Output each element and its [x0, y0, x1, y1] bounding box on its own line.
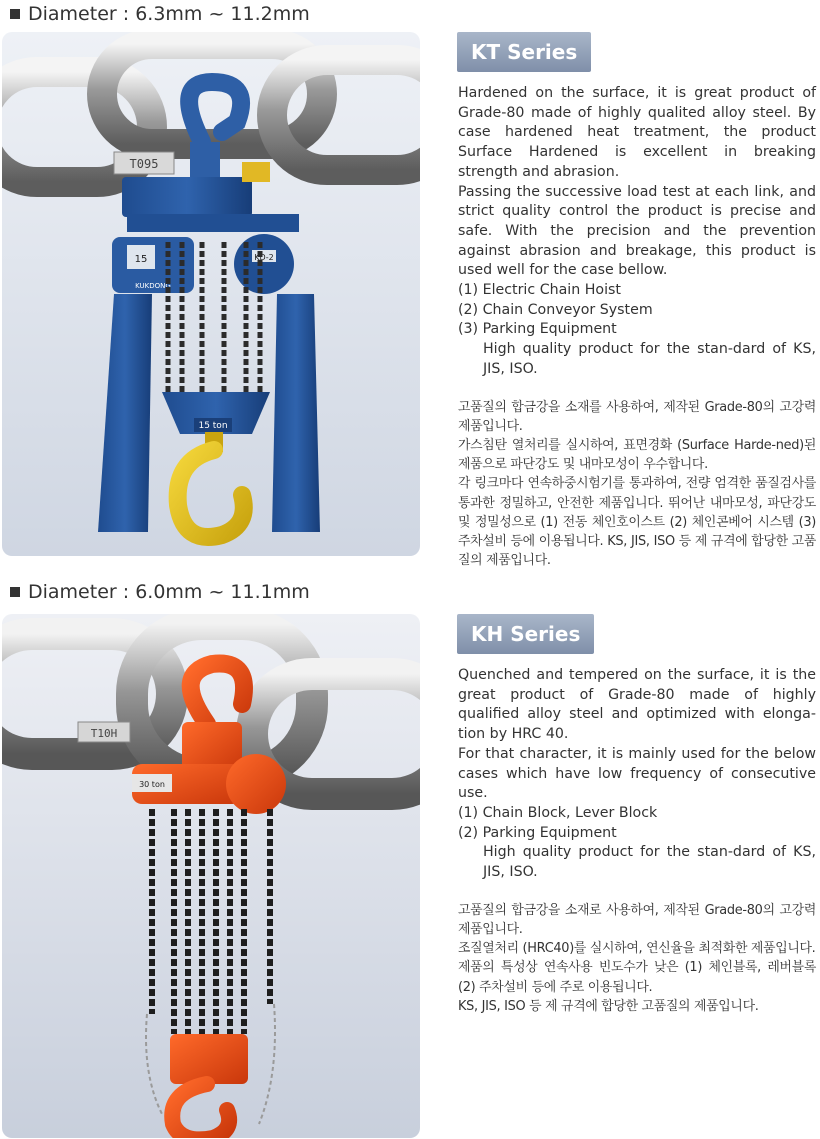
kh-ko-paragraph: 조질열처리 (HRC40)를 실시하여, 연신율을 최적화한 제품입니다. — [458, 941, 816, 957]
kt-use-item: (3) Parking Equipment — [458, 321, 617, 338]
kt-diameter-label: Diameter — [28, 3, 117, 25]
kh-chain-tag: T10H — [90, 727, 118, 740]
kh-en-paragraph: Quenched and tempered on the surface, it is the great product of Grade-80 made of highly qualified alloy steel and optimized with elonga-tion by HRC 40. — [458, 667, 816, 743]
kt-ko-paragraph: 가스침탄 열처리를 실시하여, 표면경화 (Surface Harde-ned)된 제품으로 파단강도 및 내마모성이 우수합니다. — [458, 437, 816, 473]
kt-standard-note: High quality product for the stan-dard of KS, JIS, ISO. — [483, 341, 816, 377]
kh-standard-note: High quality product for the stan-dard of KS, JIS, ISO. — [483, 844, 816, 881]
kh-ko-paragraph: 제품의 특성상 연속사용 빈도수가 낮은 (1) 체인블록, 레버블록 (2) 주차설비 등에 주로 이용됩니다. — [458, 960, 816, 995]
kt-motor-label: 15 — [134, 254, 148, 265]
kh-block-label: 30 ton — [139, 780, 165, 789]
kh-use-item: (2) Parking Equipment — [458, 824, 617, 841]
bullet-square-icon — [10, 9, 20, 19]
kh-product-photo — [2, 614, 420, 1138]
kt-brand-label: KUKDONG — [135, 282, 171, 290]
kt-series-badge: KT Series — [457, 32, 591, 72]
kt-diameter-heading — [10, 0, 310, 28]
kt-ko-paragraph: 고품질의 합금강을 소재를 사용하여, 제작된 Grade-80의 고강력제품입니다. — [458, 399, 816, 434]
kh-ko-paragraph: KS, JIS, ISO 등 제 규격에 합당한 고품질의 제품입니다. — [458, 998, 759, 1014]
kt-description — [458, 84, 816, 570]
kt-diameter-colon: : — [116, 3, 136, 25]
bullet-square-icon — [10, 587, 20, 597]
kt-chain-tag: T095 — [129, 157, 159, 171]
kh-ko-paragraph: 고품질의 합금강을 소재로 사용하여, 제작된 Grade-80의 고강력 제품입니다. — [458, 902, 816, 937]
kh-series-badge: KH Series — [457, 614, 594, 654]
kh-en-paragraph: For that character, it is mainly used for the below cases which have low frequency of consecutive use. — [458, 745, 816, 802]
kt-motor2-label: KD-2 — [254, 253, 274, 262]
kt-en-paragraph: Hardened on the surface, it is great product of Grade-80 made of highly qualited alloy steel. By case hardened heat treatment, the product Surface Hardened is excellent in breaking strength and abrasion. — [458, 85, 816, 180]
kt-diameter-value: 6.3mm ~ 11.2mm — [135, 3, 310, 25]
kh-diameter-label: Diameter — [28, 581, 117, 603]
kt-ko-paragraph: 각 링크마다 연속하중시험기를 통과하여, 전량 엄격한 품질검사를 통과한 정밀하고, 안전한 제품입니다. 뛰어난 내마모성, 파단강도 및 정밀성으로 (1) 전동 체인호이스트 (2) 체인콘베어 시스템 (3) 주차설비 등에 이용됩니다. KS, JIS, ISO 등 제 규격에 합당한 고품질의 제품입니다. — [458, 476, 816, 569]
kt-use-item: (2) Chain Conveyor System — [458, 301, 653, 318]
kh-diameter-colon: : — [116, 581, 136, 603]
kt-en-paragraph: Passing the successive load test at each link, and strict quality control the product is precise and safe. With the precision and the prevention against abrasion and breakage, this product is used well for the case bellow. — [458, 183, 816, 279]
kh-section — [0, 578, 820, 1139]
kh-diameter-value: 6.0mm ~ 11.1mm — [135, 581, 310, 603]
kh-use-item: (1) Chain Block, Lever Block — [458, 804, 658, 821]
kh-description — [458, 666, 816, 1016]
kt-product-photo — [2, 32, 420, 556]
kh-diameter-heading — [10, 578, 310, 606]
kt-use-item: (1) Electric Chain Hoist — [458, 282, 621, 299]
kt-block-label: 15 ton — [198, 421, 228, 431]
